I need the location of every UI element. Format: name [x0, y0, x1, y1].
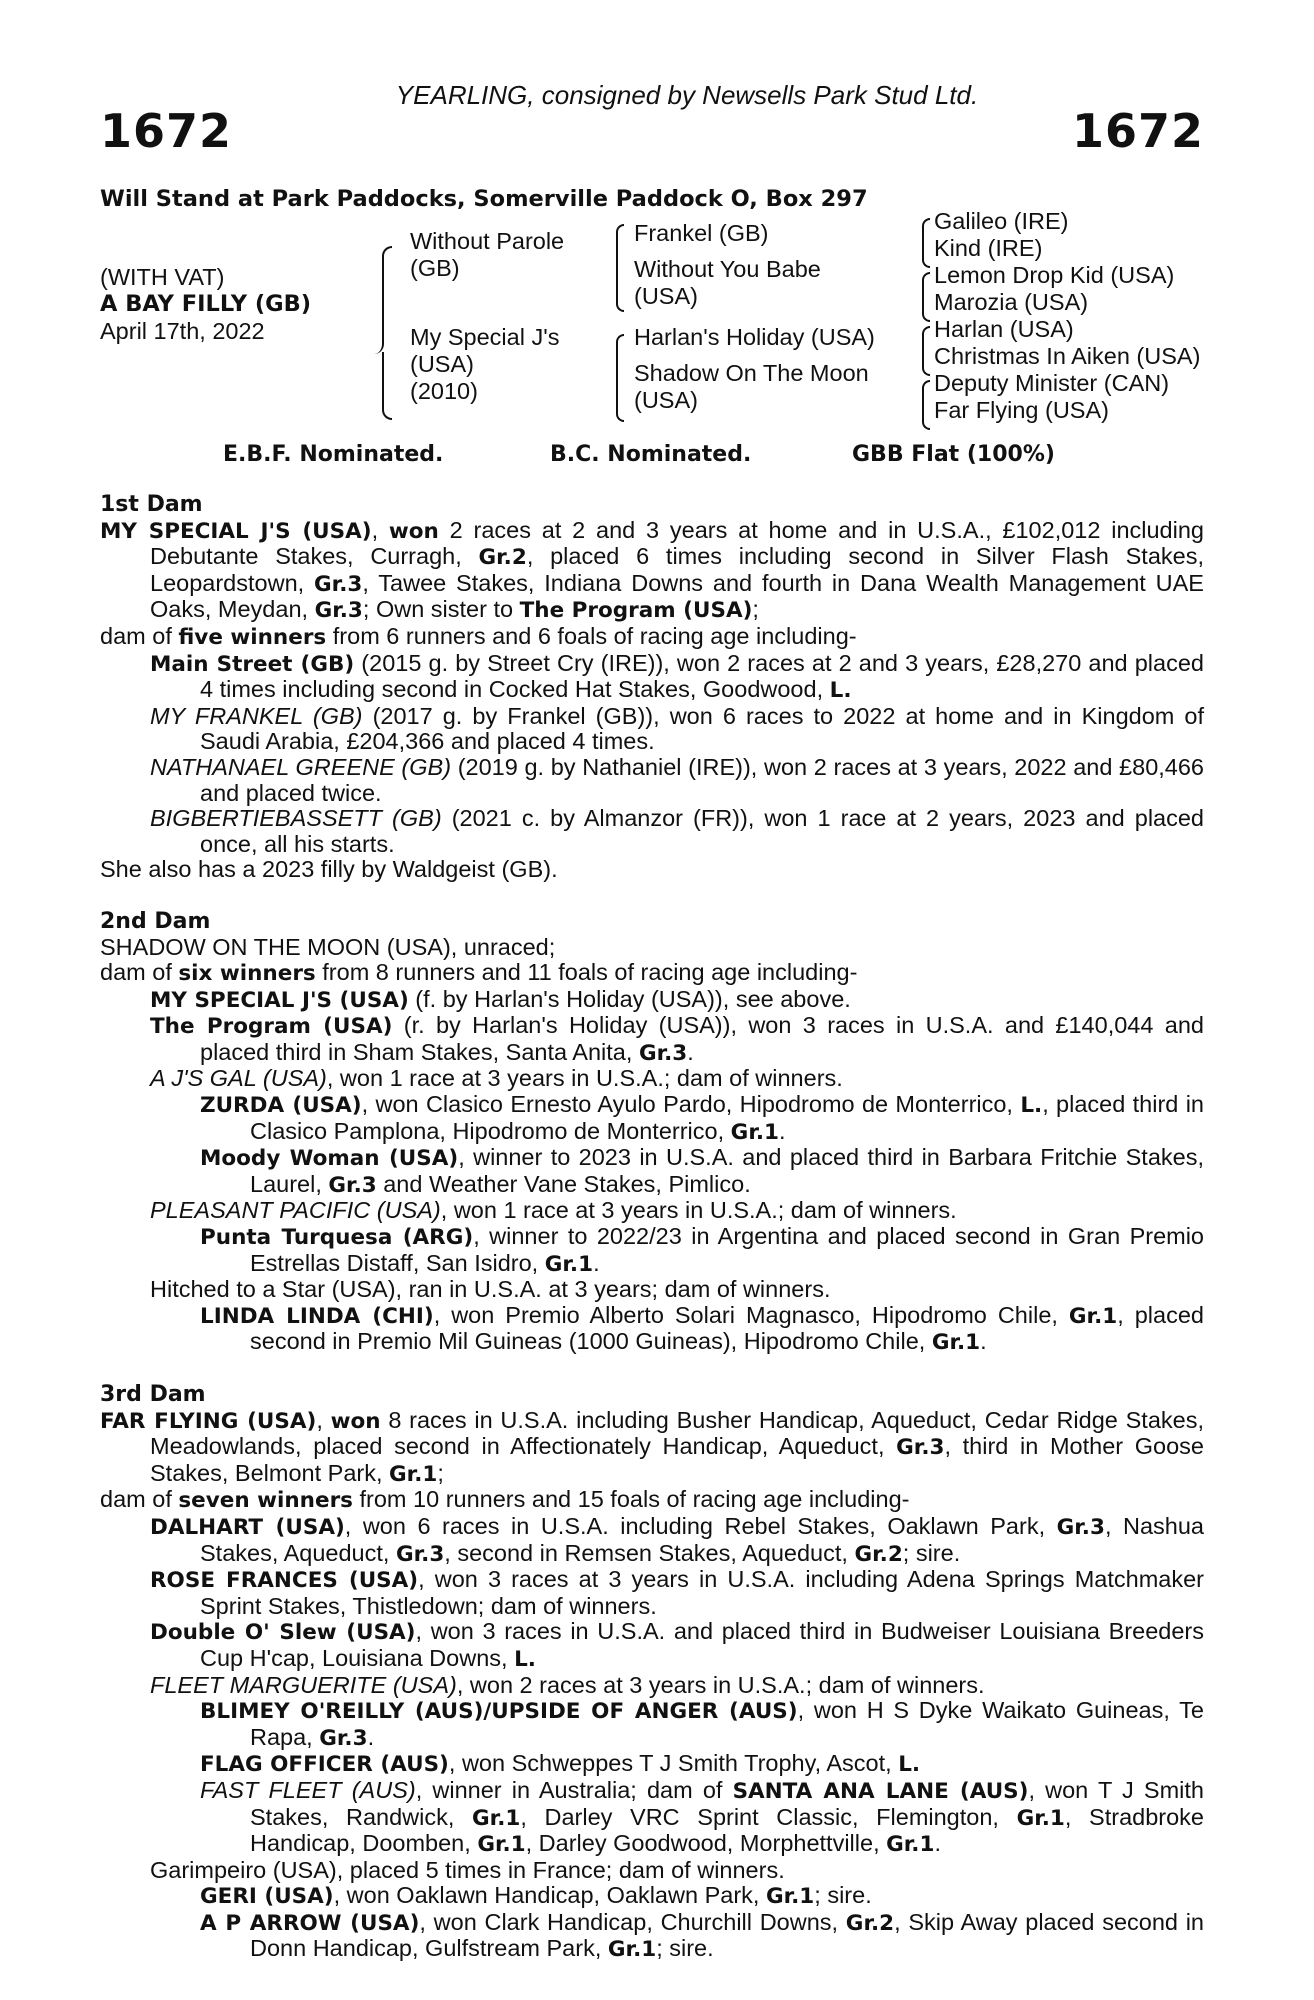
produce-punta-turquesa: Punta Turquesa (ARG), winner to 2022/23 in Argentina and placed second in Gran Premio Estrellas Distaff, San Isidro, Gr.1. [200, 1223, 1205, 1277]
ggp-dam-sire-dam: Christmas In Aiken (USA) [934, 343, 1201, 369]
second-dam-name: SHADOW ON THE MOON (USA), unraced; [100, 933, 556, 960]
pedigree-table [100, 208, 1204, 442]
first-dam-record: MY SPECIAL J'S (USA), won 2 races at 2 and 3 years at home and in U.S.A., £102,012 including Debutante Stakes, Curragh, Gr.2, placed 6 times including second in Silver Flash Stakes, Leopardstown, Gr.3, Tawee Stakes, Indiana Downs and fourth in Dana Wealth Management UAE Oaks, Meydan, Gr.3; Own sister to The Program (USA); [100, 516, 1204, 624]
dam-name: My Special J's (USA) (2010) [410, 324, 560, 404]
nominations-row [100, 442, 1204, 492]
produce-nathanael-greene: NATHANAEL GREENE (GB) (2019 g. by Nathaniel (IRE)), won 2 races at 3 years, 2022 and £80,466 and placed twice. [150, 753, 1205, 806]
horse-name: A BAY FILLY (GB) [100, 291, 312, 317]
brace-ggp-3 [922, 326, 930, 376]
lot-number-right: 1672 [1071, 104, 1204, 158]
dam-sire: Harlan's Holiday (USA) [634, 324, 875, 350]
brace-ggp-2 [922, 272, 930, 322]
produce-fast-fleet: FAST FLEET (AUS), winner in Australia; dam of SANTA ANA LANE (AUS), won T J Smith Stakes, Randwick, Gr.1, Darley VRC Sprint Classic, Flemington, Gr.1, Stradbroke Handicap, Doomben, Gr.1, Darley Goodwood, Morphettville, Gr.1. [200, 1776, 1204, 1858]
ggp-dam-sire-sire: Harlan (USA) [934, 316, 1074, 342]
sire-line-brace [616, 224, 624, 312]
produce-main-street: Main Street (GB) (2015 g. by Street Cry (IRE)), won 2 races at 2 and 3 years, £28,270 and placed 4 times including second in Cocked Hat Stakes, Goodwood, L. [150, 649, 1204, 704]
produce-garimpeiro: Garimpeiro (USA), placed 5 times in France; dam of winners. [150, 1856, 785, 1883]
dam-dam: Shadow On The Moon (USA) [634, 360, 869, 413]
vat-note: (WITH VAT) [100, 264, 225, 290]
produce-hitched-to-a-star: Hitched to a Star (USA), ran in U.S.A. at 3 years; dam of winners. [150, 1276, 831, 1303]
first-dam-yearling-note: She also has a 2023 filly by Waldgeist (GB). [100, 856, 558, 883]
third-dam-heading: 3rd Dam [100, 1382, 206, 1407]
second-dam-heading: 2nd Dam [100, 908, 211, 934]
produce-geri: GERI (USA), won Oaklawn Handicap, Oaklawn Park, Gr.1; sire. [200, 1882, 872, 1910]
gbb-flat: GBB Flat (100%) [852, 442, 1055, 467]
ggp-sire-dam-sire: Lemon Drop Kid (USA) [934, 262, 1175, 288]
produce-blimey-oreilly: BLIMEY O'REILLY (AUS)/UPSIDE OF ANGER (AUS), won H S Dyke Waikato Guineas, Te Rapa, Gr.3. [200, 1697, 1205, 1751]
produce-double-o-slew: Double O' Slew (USA), won 3 races in U.S.A. and placed third in Budweiser Louisiana Breeders Cup H'cap, Louisiana Downs, L. [150, 1618, 1204, 1672]
parent-brace-mid [374, 302, 384, 354]
parent-brace-bottom [382, 352, 392, 420]
sire-name: Without Parole (GB) [410, 228, 565, 281]
dam-line-brace [616, 334, 624, 422]
ebf-nomination: E.B.F. Nominated. [223, 442, 444, 467]
produce-linda-linda: LINDA LINDA (CHI), won Premio Alberto Solari Magnasco, Hipodromo Chile, Gr.1, placed second in Premio Mil Guineas (1000 Guineas), Hipodromo Chile, Gr.1. [200, 1301, 1204, 1356]
third-dam-section [100, 1382, 1204, 1963]
ggp-dam-dam-sire: Deputy Minister (CAN) [934, 370, 1170, 396]
foaling-date: April 17th, 2022 [100, 318, 265, 344]
produce-my-frankel: MY FRANKEL (GB) (2017 g. by Frankel (GB)), won 6 races to 2022 at home and in Kingdom of Saudi Arabia, £204,366 and placed 4 times. [150, 702, 1205, 755]
parent-brace-top [382, 246, 392, 304]
produce-dalhart: DALHART (USA), won 6 races in U.S.A. including Rebel Stakes, Oaklawn Park, Gr.3, Nashua Stakes, Aqueduct, Gr.3, second in Remsen Stakes, Aqueduct, Gr.2; sire. [150, 1512, 1204, 1567]
lot-number-left: 1672 [100, 104, 233, 158]
produce-moody-woman: Moody Woman (USA), winner to 2023 in U.S.A. and placed third in Barbara Fritchie Stakes, Laurel, Gr.3 and Weather Vane Stakes, Pimlico. [200, 1144, 1204, 1198]
produce-the-program: The Program (USA) (r. by Harlan's Holiday (USA)), won 3 races in U.S.A. and £140,044 and placed third in Sham Stakes, Santa Anita, Gr.3. [150, 1012, 1204, 1066]
ggp-sire-dam-dam: Marozia (USA) [934, 289, 1089, 315]
ggp-sire-sire-dam: Kind (IRE) [934, 235, 1043, 261]
brace-ggp-1 [922, 218, 930, 268]
brace-ggp-4 [922, 380, 930, 430]
lot-number-row [100, 104, 1204, 172]
produce-bigbertiebassett: BIGBERTIEBASSETT (GB) (2021 c. by Almanzor (FR)), won 1 race at 2 years, 2023 and placed once, all his starts. [150, 805, 1204, 857]
ggp-sire-sire-sire: Galileo (IRE) [934, 208, 1069, 234]
stabling-location: Will Stand at Park Paddocks, Somerville Paddock O, Box 297 [100, 186, 868, 212]
first-dam-produce-summary: dam of five winners from 6 runners and 6 foals of racing age including- [100, 622, 857, 650]
third-dam-record: FAR FLYING (USA), won 8 races in U.S.A. including Busher Handicap, Aqueduct, Cedar Ridge Stakes, Meadowlands, placed second in Affectionately Handicap, Aqueduct, Gr.3, third in Mother Goose Stakes, Belmont Park, Gr.1; [100, 1406, 1204, 1487]
first-dam-heading: 1st Dam [100, 492, 203, 517]
consignor-line: YEARLING, consigned by Newsells Park Stud Ltd. [395, 80, 979, 110]
ggp-dam-dam-dam: Far Flying (USA) [934, 397, 1109, 423]
bc-nomination: B.C. Nominated. [550, 442, 752, 467]
second-dam-produce-summary: dam of six winners from 8 runners and 11 foals of racing age including- [100, 959, 858, 987]
third-dam-produce-summary: dam of seven winners from 10 runners and 15 foals of racing age including- [100, 1486, 910, 1514]
first-dam-section [100, 492, 1204, 883]
catalogue-page [100, 78, 1204, 1963]
produce-a-p-arrow: A P ARROW (USA), won Clark Handicap, Churchill Downs, Gr.2, Skip Away placed second in Donn Handicap, Gulfstream Park, Gr.1; sire. [200, 1908, 1205, 1963]
produce-flag-officer: FLAG OFFICER (AUS), won Schweppes T J Smith Trophy, Ascot, L. [200, 1750, 921, 1778]
sire-dam: Without You Babe (USA) [634, 256, 821, 309]
sire-sire: Frankel (GB) [634, 220, 769, 246]
produce-pleasant-pacific: PLEASANT PACIFIC (USA), won 1 race at 3 years in U.S.A.; dam of winners. [150, 1197, 957, 1224]
produce-fleet-marguerite: FLEET MARGUERITE (USA), won 2 races at 3 years in U.S.A.; dam of winners. [150, 1671, 985, 1698]
produce-rose-frances: ROSE FRANCES (USA), won 3 races at 3 years in U.S.A. including Adena Springs Matchmaker Sprint Stakes, Thistledown; dam of winners. [150, 1566, 1204, 1619]
produce-a-js-gal: A J'S GAL (USA), won 1 race at 3 years in U.S.A.; dam of winners. [150, 1065, 843, 1092]
second-dam-section [100, 909, 1204, 1356]
produce-zurda: ZURDA (USA), won Clasico Ernesto Ayulo Pardo, Hipodromo de Monterrico, L., placed third in Clasico Pamplona, Hipodromo de Monterrico, Gr.1. [200, 1091, 1204, 1145]
produce-my-special-js: MY SPECIAL J'S (USA) (f. by Harlan's Holiday (USA)), see above. [150, 985, 851, 1013]
